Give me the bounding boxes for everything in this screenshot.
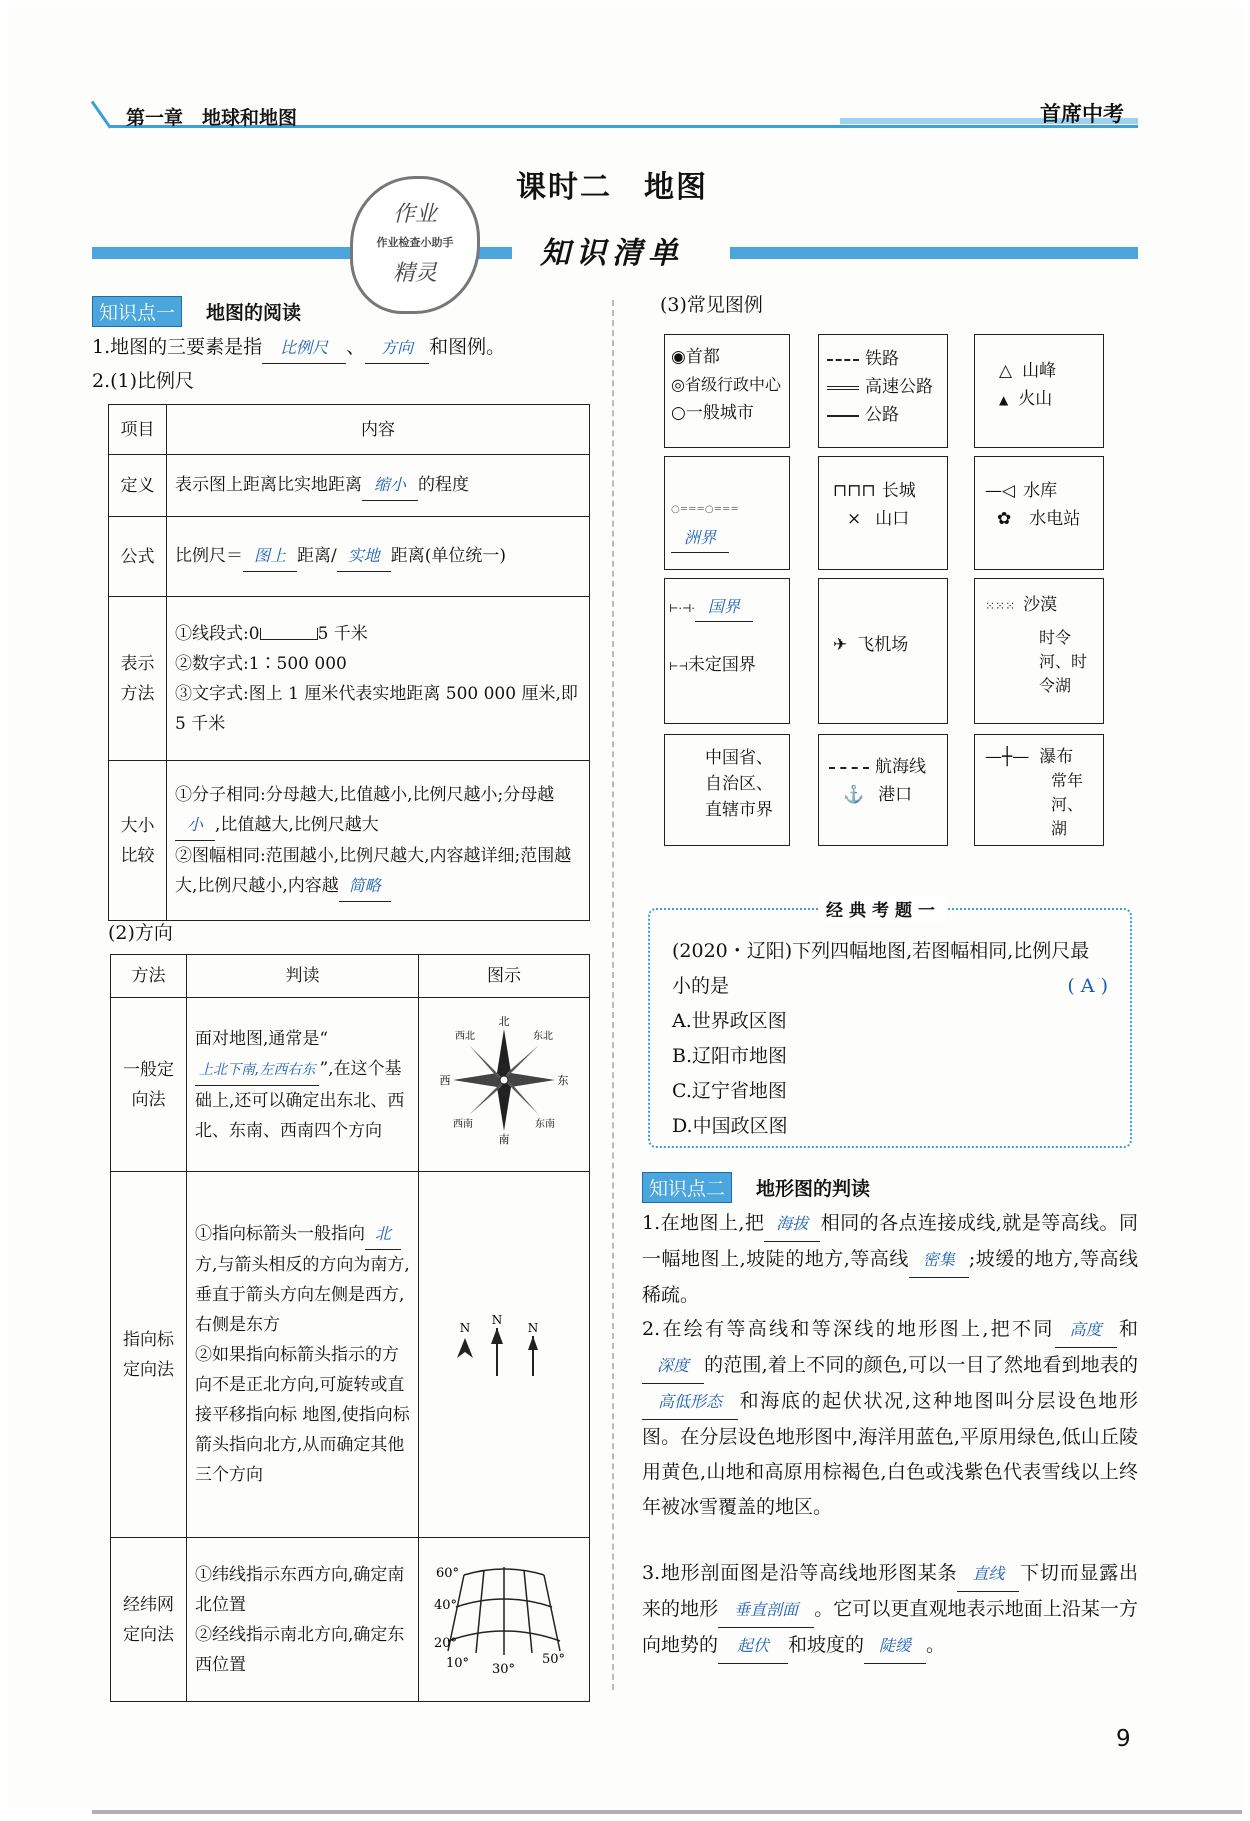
grid-label: 30° — [492, 1661, 516, 1675]
pass-icon: × — [847, 509, 862, 529]
legend-reservoir: —◁ 水库 ✿ 水电站 — [974, 456, 1104, 570]
legend-national-boundary: ⊢·⊣· 国界 ⊢⊣未定国界 — [664, 578, 790, 724]
kp2-para3: 3.地形剖面图是沿等高线地形图某条 直线 下切而显露出来的地形 垂直剖面 。它可以更直观地表示地面上沿某一方向地势的 起伏 和坡度的 陡缓 。 — [642, 1556, 1138, 1664]
answer-blank: 深度 — [642, 1348, 704, 1384]
section-band-right — [730, 247, 1138, 259]
compass-e: 东 — [557, 1073, 569, 1087]
definition-cell: 表示图上距离比实地距离 缩小 的程度 — [167, 455, 590, 517]
q2: 2.(1)比例尺 — [92, 370, 195, 392]
q3: (2)方向 — [108, 922, 173, 944]
answer-blank: 简略 — [339, 871, 391, 902]
legend-desert: ⁙⁙⁙ 沙漠 时令河、时令湖 — [974, 578, 1104, 724]
legend-peaks: △ 山峰 ▲ 火山 — [974, 334, 1104, 448]
answer-blank: 方向 — [365, 333, 429, 364]
answer-blank: 洲界 — [671, 524, 729, 553]
compass-s: 南 — [498, 1132, 510, 1145]
table-header: 项目 — [109, 405, 167, 455]
row-label: 经纬网定向法 — [111, 1538, 187, 1702]
legend-roads: 铁路 高速公路 公路 — [818, 334, 948, 448]
kp2-para2: 2.在绘有等高线和等深线的地形图上,把不同 高度 和深度 的范围,着上不同的颜色,可以一目了然地看到地表的高低形态 和海底的起伏状况,这种地图叫分层设色地形图。在分层设色地形图中,海洋用蓝色,平原用绿色,低山丘陵用黄色,山地和高原用棕褐色,白色或浅紫色代表雪线以上终年被冰雪覆盖的地区。 — [642, 1312, 1138, 1525]
compass-se: 东南 — [535, 1118, 555, 1130]
grid-label: 20° — [434, 1635, 458, 1651]
row-label: 指向标定向法 — [111, 1172, 187, 1538]
representation-cell: ①线段式:0 5 千米 ②数字式:1∶500 000 ③文字式:图上 1 厘米代表实地距离 500 000 厘米,即 5 千米 — [167, 597, 590, 761]
legend-province-boundary: 中国省、 自治区、 直辖市界 — [664, 734, 790, 846]
kp2-tag: 知识点二 — [642, 1172, 732, 1203]
exam-option: B.辽阳市地图 — [672, 1045, 788, 1067]
compass-nw: 西北 — [455, 1030, 475, 1042]
arrow-n-label: N — [491, 1312, 503, 1327]
formula-cell: 比例尺＝ 图上 距离/ 实地 距离(单位统一) — [167, 517, 590, 597]
exam-tag: 经典考题一 — [820, 896, 947, 921]
lesson-title: 课时二 地图 — [516, 170, 708, 205]
answer-blank: 垂直剖面 — [718, 1592, 814, 1628]
legend-title: (3)常见图例 — [660, 294, 763, 316]
exam-option: D.中国政区图 — [672, 1115, 788, 1137]
method3-cell: ①纬线指示东西方向,确定南北位置 ②经线指示南北方向,确定东西位置 — [187, 1538, 419, 1702]
kp2-header — [642, 1172, 870, 1203]
exam-answer: ( A ) — [1067, 975, 1108, 997]
answer-blank: 高低形态 — [642, 1384, 738, 1420]
compass-n: 北 — [498, 1014, 510, 1028]
row-label: 大小比较 — [109, 761, 167, 921]
column-divider — [612, 300, 614, 1690]
row-label: 定义 — [109, 455, 167, 517]
row-label: 一般定向法 — [111, 998, 187, 1172]
port-icon: ⚓ — [843, 785, 865, 805]
scale-table — [108, 404, 590, 921]
waterfall-icon: —┼— — [985, 747, 1030, 767]
scale-bar — [260, 628, 318, 640]
comparison-cell: ①分子相同:分母越大,比值越小,比例尺越小;分母越小 ,比值越大,比例尺越大 ②图幅相同:范围越小,比例尺越大,内容越详细;范围越大,比例尺越小,内容越 简略 — [167, 761, 590, 921]
graticule-icon — [434, 1555, 574, 1675]
row-label: 表示方法 — [109, 597, 167, 761]
compass-w: 西 — [439, 1073, 451, 1087]
legend-airport: ✈ 飞机场 — [818, 578, 948, 724]
north-arrows-icon — [449, 1310, 559, 1390]
kp1-tag: 知识点一 — [92, 296, 182, 327]
north-arrow-figure-cell — [419, 1172, 590, 1538]
answer-blank: 实地 — [337, 541, 391, 572]
desert-icon: ⁙⁙⁙ — [985, 599, 1016, 613]
legend-waterfall: —┼— 瀑布 常年河、湖 — [974, 734, 1104, 846]
answer-blank: 比例尺 — [262, 333, 346, 364]
method1-cell: 面对地图,通常是“上北下南,左西右东 ”,在这个基础上,还可以确定出东北、西北、东南、西南四个方向 — [187, 998, 419, 1172]
grid-label: 60° — [436, 1565, 460, 1581]
volcano-icon: ▲ — [999, 393, 1009, 407]
exam-option: A.世界政区图 — [672, 1010, 787, 1032]
answer-blank: 北 — [365, 1219, 401, 1250]
answer-blank: 高度 — [1055, 1312, 1117, 1348]
table-header: 图示 — [419, 955, 590, 998]
answer-blank: 陡缓 — [864, 1628, 926, 1664]
answer-blank: 密集 — [909, 1242, 969, 1278]
legend-continent-boundary: ○===○===洲界 — [664, 456, 790, 570]
exam-option: C.辽宁省地图 — [672, 1080, 787, 1102]
kp1-header — [92, 296, 301, 327]
page-number: 9 — [1116, 1726, 1131, 1752]
kp2-title: 地形图的判读 — [756, 1178, 871, 1200]
mountain-icon: △ — [999, 361, 1013, 381]
q1: 1.地图的三要素是指 比例尺 、 方向 和图例。 — [92, 332, 505, 364]
hydropower-icon: ✿ — [997, 509, 1012, 529]
row-label: 公式 — [109, 517, 167, 597]
compass-sw: 西南 — [453, 1118, 473, 1130]
method2-cell: ①指向标箭头一般指向 北方,与箭头相反的方向为南方,垂直于箭头方向左侧是西方,右侧是东方 ②如果指向标箭头指示的方向不是正北方向,可旋转或直接平移指向标 地图,使指向标箭头指向北方,从而确定其他三个方向 — [187, 1172, 419, 1538]
chapter-title: 第一章 地球和地图 — [126, 107, 298, 129]
compass-rose-icon — [439, 1015, 569, 1145]
airport-icon: ✈ — [833, 635, 848, 655]
reservoir-icon: —◁ — [985, 481, 1016, 501]
grid-label: 40° — [434, 1597, 458, 1613]
grid-label: 10° — [446, 1655, 470, 1671]
brand-label: 首席中考 — [1040, 102, 1124, 126]
kp2-para1: 1.在地图上,把 海拔 相同的各点连接成线,就是等高线。同一幅地图上,坡陡的地方,等高线 密集 ;坡缓的地方,等高线稀疏。 — [642, 1206, 1138, 1313]
answer-blank: 小 — [175, 810, 215, 841]
table-header: 判读 — [187, 955, 419, 998]
homework-stamp: 作业 作业检查小助手 精灵 — [350, 176, 480, 314]
exam-box — [648, 908, 1132, 1148]
compass-ne: 东北 — [533, 1030, 553, 1042]
answer-blank: 起伏 — [718, 1628, 788, 1664]
section-title: 知识清单 — [540, 236, 684, 271]
kp1-title: 地图的阅读 — [206, 302, 302, 324]
direction-table — [110, 954, 590, 1702]
answer-blank: 直线 — [957, 1556, 1019, 1592]
grid-label: 50° — [542, 1651, 566, 1667]
compass-figure-cell — [419, 998, 590, 1172]
great-wall-icon: ⊓⊓⊓ — [833, 481, 876, 501]
table-header: 内容 — [167, 405, 590, 455]
legend-cities: ◉首都 ◎省级行政中心 ○一般城市 — [664, 334, 790, 448]
table-header: 方法 — [111, 955, 187, 998]
answer-blank: 上北下南,左西右东 — [195, 1055, 319, 1086]
answer-blank: 缩小 — [362, 470, 418, 501]
graticule-figure-cell — [419, 1538, 590, 1702]
answer-blank: 图上 — [243, 541, 297, 572]
answer-blank: 海拔 — [764, 1206, 820, 1242]
legend-shipping: 航海线 ⚓ 港口 — [818, 734, 948, 846]
arrow-n-label: N — [459, 1320, 471, 1335]
exam-question: (2020・辽阳)下列四幅地图,若图幅相同,比例尺最小的是 — [672, 940, 1090, 997]
arrow-n-label: N — [527, 1320, 539, 1335]
footer-rule — [92, 1810, 1242, 1814]
answer-blank: 国界 — [695, 593, 753, 622]
legend-wall-pass: ⊓⊓⊓ 长城 × 山口 — [818, 456, 948, 570]
